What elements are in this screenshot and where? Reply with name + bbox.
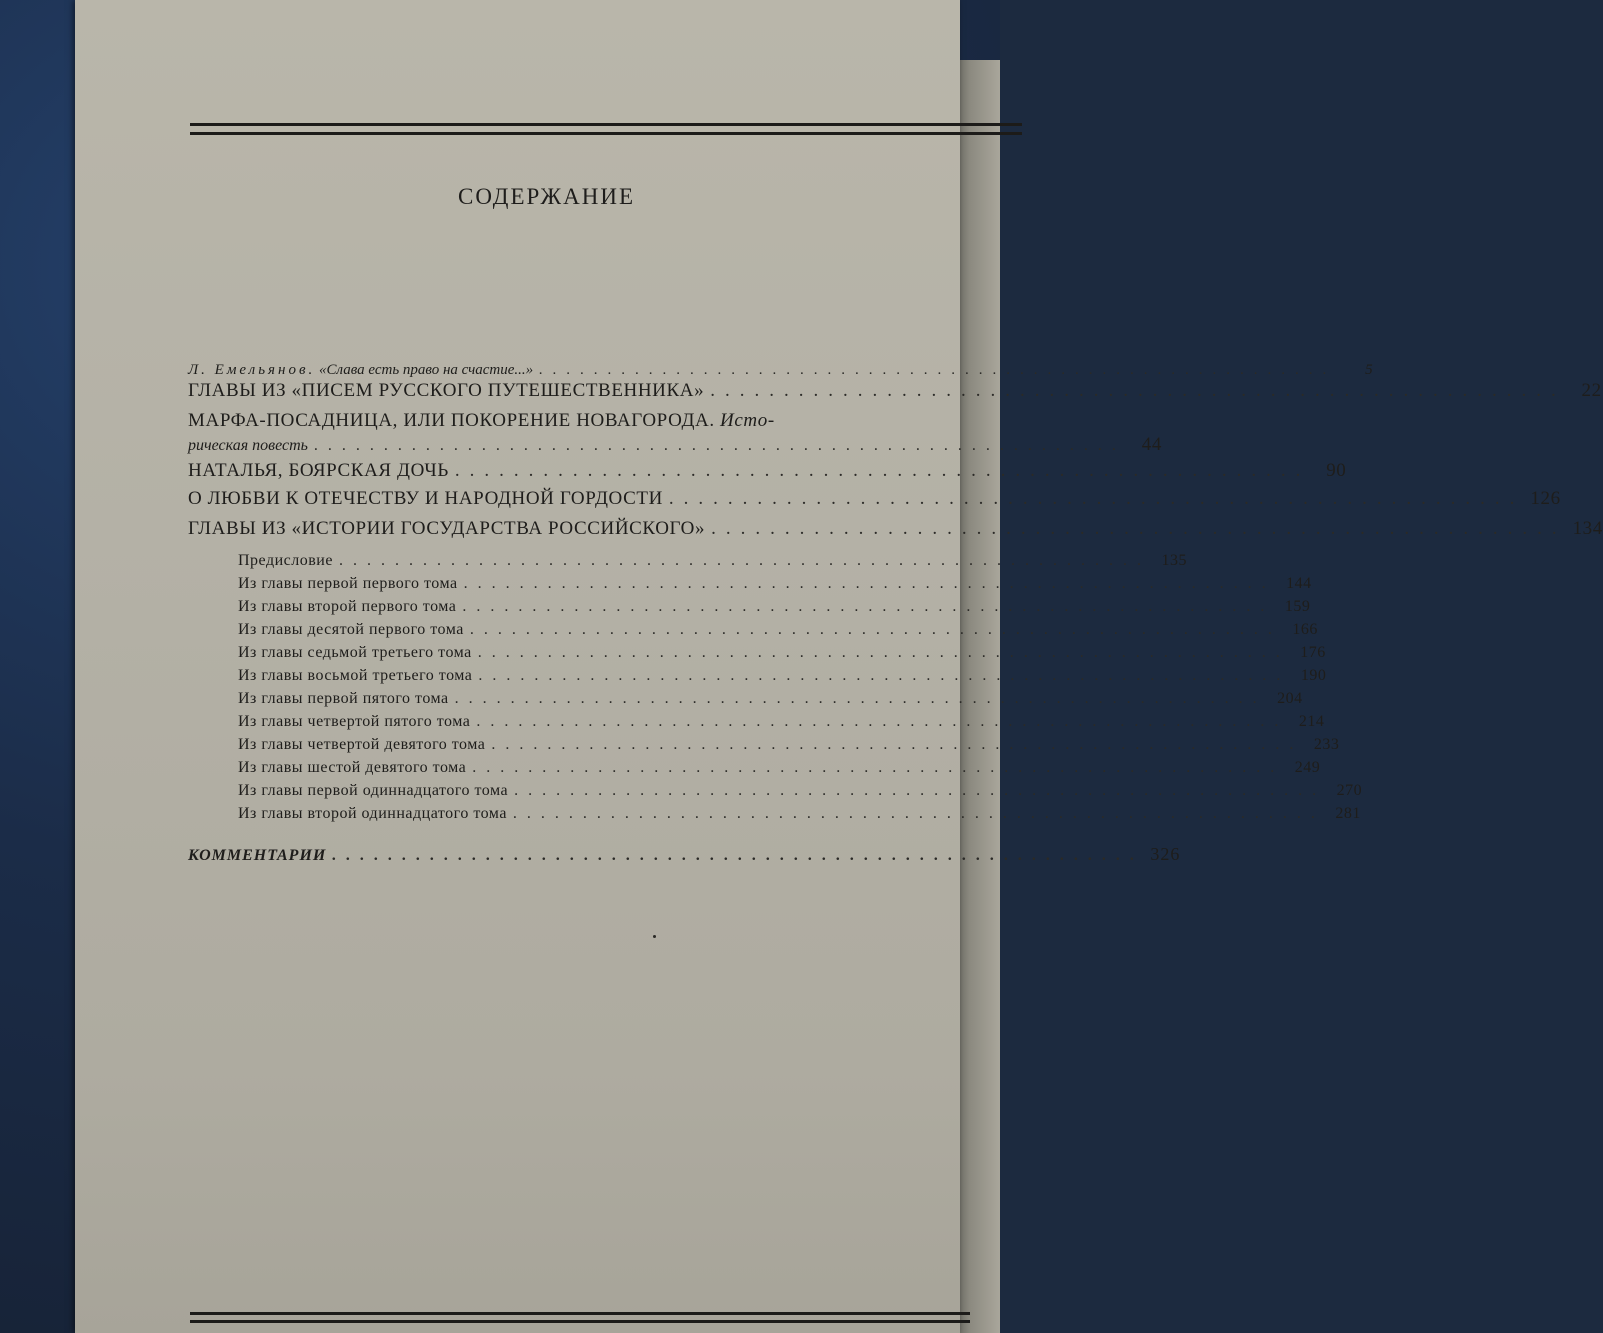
bottom-double-rule	[190, 1306, 970, 1333]
subentry-text: Из главы второй одиннадцатого тома	[238, 805, 507, 822]
subentry-text: Из главы четвертой девятого тома	[238, 736, 486, 753]
subentry-text: Из главы первой первого тома	[238, 575, 458, 592]
subentry-text: Из главы первой пятого тома	[238, 690, 449, 707]
entry-text: ГЛАВЫ ИЗ «ПИСЕМ РУССКОГО ПУТЕШЕСТВЕННИКА»	[188, 380, 705, 401]
entry-text: «Слава есть право на счастие...»	[318, 362, 534, 378]
entry-text: ГЛАВЫ ИЗ «ИСТОРИИ ГОСУДАРСТВА РОССИЙСКОГО»	[188, 518, 706, 539]
toc-subentry[interactable]	[188, 805, 1361, 833]
subentry-page: 214	[1298, 713, 1325, 730]
entry-label	[188, 410, 775, 432]
leader-dots: ..........................................................	[710, 380, 1566, 401]
leader-dots: ..........................................................	[514, 782, 1327, 799]
entry-page: 326	[1150, 844, 1181, 864]
leader-dots: ..........................................................	[711, 518, 1567, 539]
subentry-page: 159	[1284, 598, 1311, 615]
rule-line	[190, 1320, 970, 1323]
toc-entry[interactable]	[188, 460, 1347, 488]
subentry-page: 204	[1277, 690, 1303, 707]
subentry-page: 249	[1294, 759, 1321, 776]
entry-text: О ЛЮБВИ К ОТЕЧЕСТВУ И НАРОДНОЙ ГОРДОСТИ	[188, 488, 663, 509]
subentry-text: Из главы седьмой третьего тома	[238, 644, 472, 661]
subentry-text: Из главы десятой первого тома	[238, 621, 464, 638]
subentry-page: 190	[1300, 667, 1327, 684]
leader-dots: ..........................................................	[472, 759, 1285, 776]
entry-text-italic: Исто-	[720, 410, 775, 431]
subentry-page: 233	[1313, 736, 1340, 753]
subentry-page: 144	[1286, 575, 1312, 592]
leader-dots: ..........................................................	[462, 598, 1275, 615]
toc-entry[interactable]	[188, 488, 1561, 516]
entry-text: МАРФА-ПОСАДНИЦА, ИЛИ ПОКОРЕНИЕ НОВАГОРОДА.	[188, 410, 715, 431]
leader-dots: ..........................................................	[332, 847, 1145, 864]
page-title: СОДЕРЖАНИЕ	[458, 184, 636, 209]
rule-line	[190, 1312, 970, 1315]
entry-page: 134	[1572, 518, 1603, 539]
entry-page: 5	[1365, 362, 1373, 378]
subentry-text: Из главы четвертой пятого тома	[238, 713, 471, 730]
table-of-contents	[188, 0, 1603, 1333]
entry-text: КОММЕНТАРИИ	[188, 847, 327, 864]
toc-entry-continuation[interactable]	[188, 434, 1162, 462]
toc-entry[interactable]	[188, 380, 1602, 408]
subentry-text: Из главы восьмой третьего тома	[238, 667, 473, 684]
entry-text: НАТАЛЬЯ, БОЯРСКАЯ ДОЧЬ	[188, 460, 449, 481]
subentry-page: 270	[1336, 782, 1363, 799]
entry-page: 90	[1326, 460, 1347, 481]
subentry-text: Из главы второй первого тома	[238, 598, 457, 615]
subentry-text: Предисловие	[238, 552, 333, 569]
toc-entry[interactable]	[188, 518, 1603, 546]
subentry-page: 135	[1161, 552, 1187, 569]
subentry-page: 281	[1335, 805, 1361, 822]
leader-dots: ..........................................................	[469, 621, 1282, 638]
leader-dots: ..........................................................	[491, 736, 1304, 753]
subentry-text: Из главы шестой девятого тома	[238, 759, 467, 776]
leader-dots: ..........................................................	[313, 437, 1126, 454]
leader-dots: ..........................................................	[477, 644, 1290, 661]
subentry-page: 166	[1292, 621, 1318, 638]
entry-page: 126	[1530, 488, 1561, 509]
leader-dots: ..........................................................	[454, 690, 1267, 707]
leader-dots: ..........................................................	[539, 362, 1337, 378]
entry-author: Л. Емельянов.	[188, 362, 316, 378]
leader-dots: ..........................................................	[338, 552, 1151, 569]
entry-page: 44	[1141, 434, 1162, 455]
toc-entry-comments[interactable]	[188, 844, 1181, 872]
leader-dots: ..........................................................	[454, 460, 1311, 481]
subentry-page: 176	[1300, 644, 1326, 661]
ink-speck	[653, 935, 656, 938]
entry-continuation: рическая повесть	[188, 437, 308, 454]
leader-dots: ..........................................................	[478, 667, 1291, 684]
entry-page: 22	[1581, 380, 1602, 401]
leader-dots: ..........................................................	[463, 575, 1276, 592]
entry-label	[188, 362, 533, 379]
leader-dots: ..........................................................	[668, 488, 1525, 509]
subentry-text: Из главы первой одиннадцатого тома	[238, 782, 509, 799]
book-page	[75, 0, 1603, 1333]
leader-dots: ..........................................................	[476, 713, 1289, 730]
leader-dots: ..........................................................	[512, 805, 1325, 822]
